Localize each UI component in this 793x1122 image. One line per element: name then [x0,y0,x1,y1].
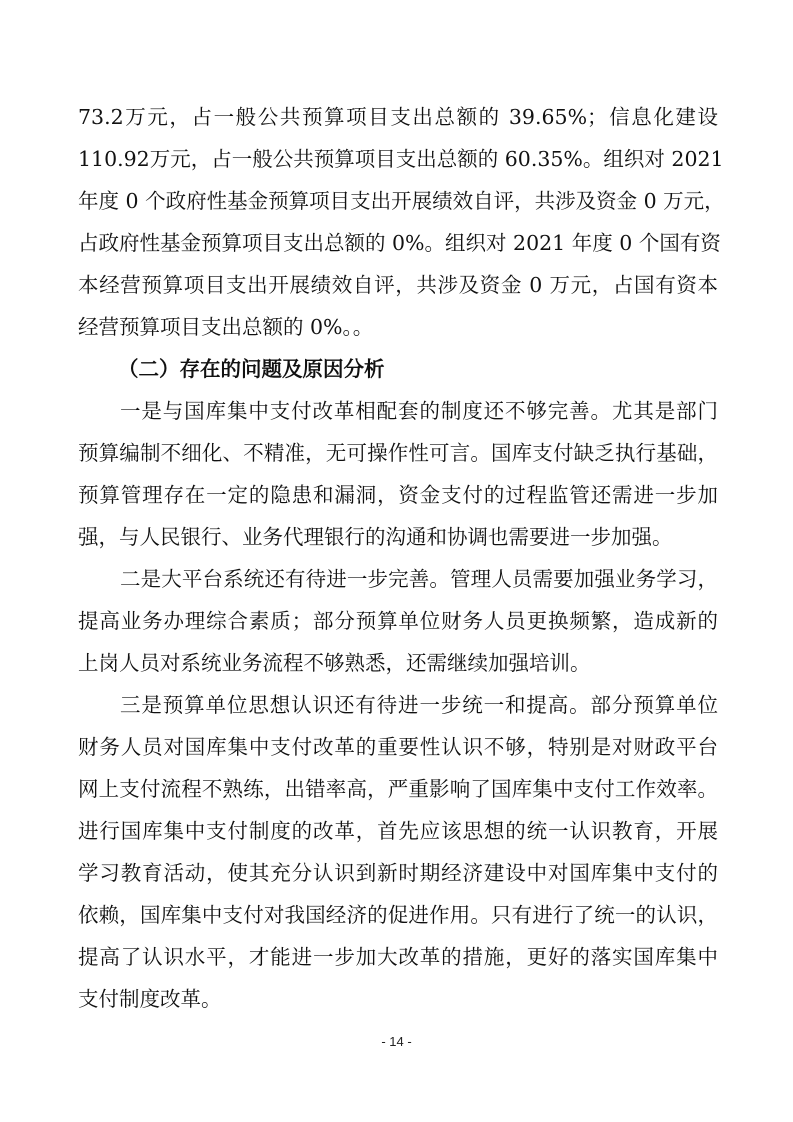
paragraph-4-line-5: 学习教育活动，使其充分认识到新时期经济建设中对国库集中支付的 [78,861,718,885]
paragraph-1-line-3: 年度 0 个政府性基金预算项目支出开展绩效自评，共涉及资金 0 万元， [78,189,725,213]
paragraph-2-line-2: 预算编制不细化、不精准，无可操作性可言。国库支付缺乏执行基础， [78,441,718,465]
paragraph-3-line-3: 上岗人员对系统业务流程不够熟悉，还需继续加强培训。 [78,651,591,675]
paragraph-1-line-6: 经营预算项目支出总额的 0%。。 [78,315,374,339]
paragraph-3-line-1: 二是大平台系统还有待进一步完善。管理人员需要加强业务学习， [120,567,718,591]
paragraph-2-line-3: 预算管理存在一定的隐患和漏洞，资金支付的过程监管还需进一步加 [78,483,718,507]
paragraph-4-line-6: 依赖，国库集中支付对我国经济的促进作用。只有进行了统一的认识， [78,903,718,927]
paragraph-2-line-4: 强，与人民银行、业务代理银行的沟通和协调也需要进一步加强。 [78,525,673,549]
paragraph-3-line-2: 提高业务办理综合素质；部分预算单位财务人员更换频繁，造成新的 [78,609,718,633]
paragraph-2-line-1: 一是与国库集中支付改革相配套的制度还不够完善。尤其是部门 [120,399,718,423]
paragraph-4-line-7: 提高了认识水平，才能进一步加大改革的措施，更好的落实国库集中 [78,945,718,969]
section-heading: （二）存在的问题及原因分析 [118,357,385,381]
paragraph-4-line-3: 网上支付流程不熟练，出错率高，严重影响了国库集中支付工作效率。 [78,777,718,801]
paragraph-1-line-4: 占政府性基金预算项目支出总额的 0%。组织对 2021 年度 0 个国有资 [78,231,721,255]
paragraph-4-line-2: 财务人员对国库集中支付改革的重要性认识不够，特别是对财政平台 [78,735,718,759]
paragraph-1-line-1: 73.2万元，占一般公共预算项目支出总额的 39.65%；信息化建设 [78,105,718,129]
paragraph-4-line-1: 三是预算单位思想认识还有待进一步统一和提高。部分预算单位 [120,693,718,717]
paragraph-4-line-4: 进行国库集中支付制度的改革，首先应该思想的统一认识教育，开展 [78,819,718,843]
paragraph-4-line-8: 支付制度改革。 [78,987,222,1011]
paragraph-1-line-2: 110.92万元，占一般公共预算项目支出总额的 60.35%。组织对 2021 [78,147,724,171]
paragraph-1-line-5: 本经营预算项目支出开展绩效自评，共涉及资金 0 万元，占国有资本 [78,273,718,297]
page-number: - 14 - [381,1034,412,1049]
